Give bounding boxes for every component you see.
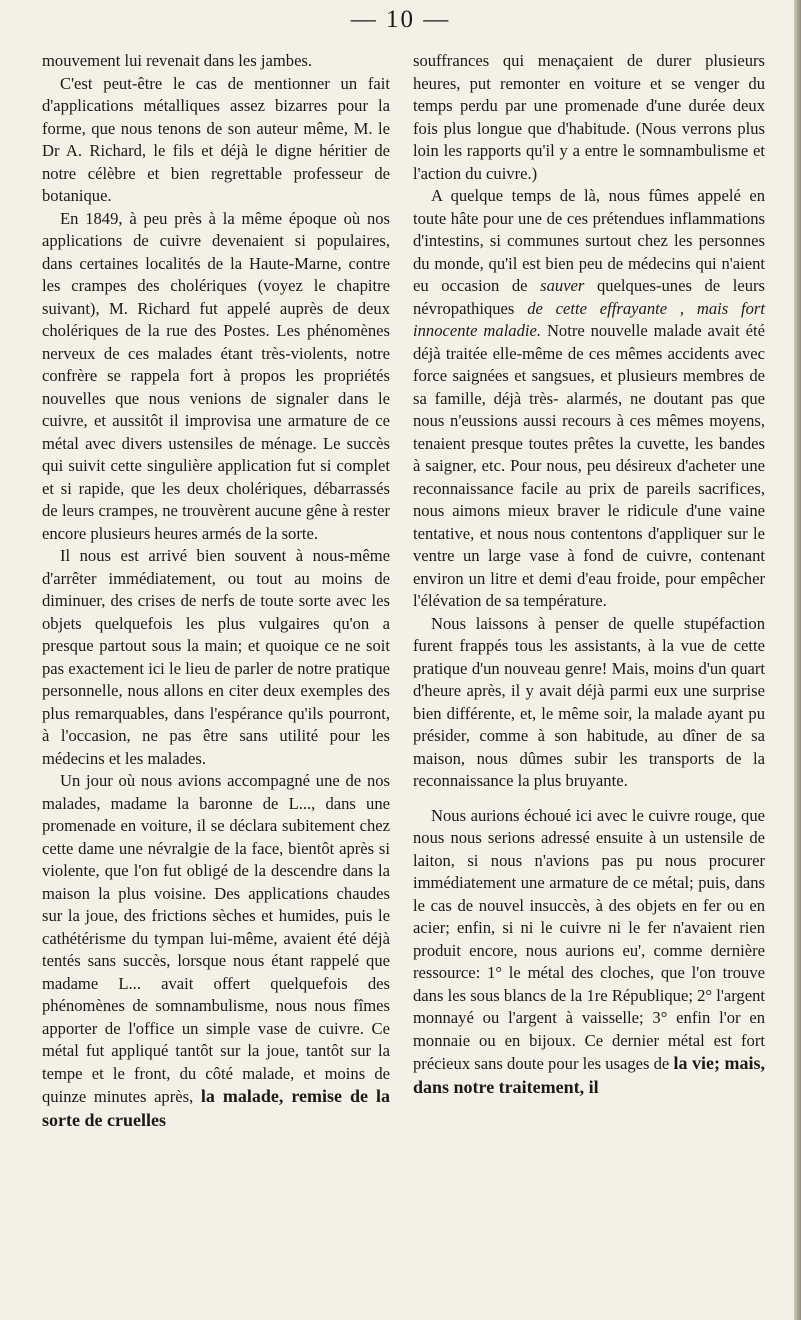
paragraph <box>413 805 765 1100</box>
page-number: — 10 — <box>350 6 451 33</box>
paragraph-last-line: la malade, remise de la sorte de cruelles <box>42 1086 391 1130</box>
italic-text: sauver <box>540 276 585 295</box>
paragraph-last-line: la vie; mais, dans notre traitement, il <box>413 1053 765 1097</box>
paragraph: C'est peut-être le cas de mentionner un fait d'applications métalliques assez bizarres pour la forme, que nous tenons de son auteur même, M. le Dr A. Richard, le fils et déjà le digne héritier de notre célèbre et bien regrettable professeur de botanique. <box>42 73 390 205</box>
paragraph <box>413 185 765 613</box>
text-run: A quelque temps de là, nous fûmes appelé en toute hâte pour une de ces prétendues inflammations d'intestins, si communes surtout chez les personnes du monde, qu'il est bien peu de médecins qui n'aient eu occasion de <box>413 186 765 295</box>
paragraph-body: Un jour où nous avions accompagné une de nos malades, madame la baronne de L..., dans une promenade en voiture, il se déclara subitement chez cette dame une névralgie de la face, bientôt après si violente, que l'on fut obligé de la descendre dans la maison la plus voisine. Des applications chaudes sur la joue, des frictions sèches et humides, puis le cathétérisme du tympan lui-même, avaient été déjà tentés sans succès, lorsque nous étant rappelé que madame L... avait offert quelquefois des phénomènes de somnambulisme, nous nous fîmes apporter de l'office un simple vase de cuivre. Ce métal fut appliqué tantôt sur la joue, tantôt sur la tempe et le front, du côté malade, et moins de quinze minutes après, <box>42 771 390 1106</box>
italic-text: de cette effrayante , mais fort innocente maladie. <box>413 298 766 340</box>
text-run: quelques-unes de leurs névropathiques <box>413 276 765 318</box>
paragraph: Il nous est arrivé bien souvent à nous-même d'arrêter immédiatement, ou tout au moins de diminuer, des crises de nerfs de toute sorte avec les objets quelquefois les plus vulgaires qu'on a presque partout sous la main; et quoique ce ne soit pas exactement ici le lieu de parler de notre pratique personnelle, nous allons en citer deux exemples des plus remarquables, dans l'espérance qu'ils pourront, à l'occasion, ne pas être sans utilité pour les médecins et les malades. <box>42 546 390 768</box>
right-column <box>413 50 765 1099</box>
paragraph <box>42 770 390 1132</box>
text-run: Notre nouvelle malade avait été déjà traitée elle-même de ces mêmes accidents avec force saignées et sangsues, et plusieurs membres de sa famille, déjà très- alarmés, ne doutant pas que nous n'eussions aussi recours à ces mêmes moyens, tenaient presque toutes prêtes la cuvette, les bandes à saigner, etc. Pour nous, peu désireux d'acheter une reconnaissance facile au prix de pareils sacrifices, nous aimons mieux braver le ridicule d'une vaine tentative, et nous nous contentons d'appliquer sur le ventre un large vase à fond de cuivre, contenant environ un litre et demi d'eau froide, pour empêcher l'élévation de sa température. <box>413 321 765 610</box>
paragraph-body: Nous aurions échoué ici avec le cuivre rouge, que nous nous serions adressé ensuite à un ustensile de laiton, si nous n'avions pas pu nous procurer immédiatement une armature de ce métal; puis, dans le cas de nouvel insuccès, à des objets en fer ou en acier; enfin, si ni le cuivre ni le fer n'avaient rien produit encore, nous aurions eu', comme dernière ressource: 1° le métal des cloches, que l'on trouve dans les sous blancs de la 1re République; 2° l'argent monnayé ou l'argent à vaisselle; 3° enfin l'or en monnaie ou en bijoux. Ce dernier métal est fort précieux sans doute pour les usages de <box>413 805 765 1073</box>
paragraph: mouvement lui revenait dans les jambes. <box>42 51 313 70</box>
page-edge-shadow <box>794 0 801 1320</box>
paragraph: Nous laissons à penser de quelle stupéfaction furent frappés tous les assistants, à la vue de cette pratique d'un nouveau genre! Mais, moins d'un quart d'heure après, il y avait déjà parmi eux une surprise bien différente, et, le même soir, la malade ayant pu présider, comme à son habitude, au dîner de sa maison, nous dûmes subir les transports de la reconnaissance la plus bruyante. <box>413 613 765 790</box>
left-column <box>42 50 390 1132</box>
paragraph: souffrances qui menaçaient de durer plusieurs heures, put remonter en voiture et se venger du temps perdu par une promenade d'une durée deux fois plus longue que d'habitude. (Nous verrons plus loin les rapports qu'il y a entre le somnambulisme et l'action du cuivre.) <box>413 51 765 183</box>
paragraph: En 1849, à peu près à la même époque où nos applications de cuivre devenaient si populaires, dans certaines localités de la Haute-Marne, contre les crampes des cholériques (voyez le chapitre suivant), M. Richard fut appelé auprès de deux cholériques de la rue des Postes. Les phénomènes nerveux de ces malades étant très-violents, notre confrère se rappela fort à propos les propriétés nouvelles que nous venions de signaler dans le cuivre, et aussitôt il improvisa une armature de ce métal avec divers ustensiles de ménage. Le succès qui suivit cette singulière application fut si complet et si rapide, que les deux cholériques, débarrassés de leurs crampes, ne trouvèrent aucune gêne à rester encore plusieurs heures armés de la sorte. <box>42 208 390 543</box>
